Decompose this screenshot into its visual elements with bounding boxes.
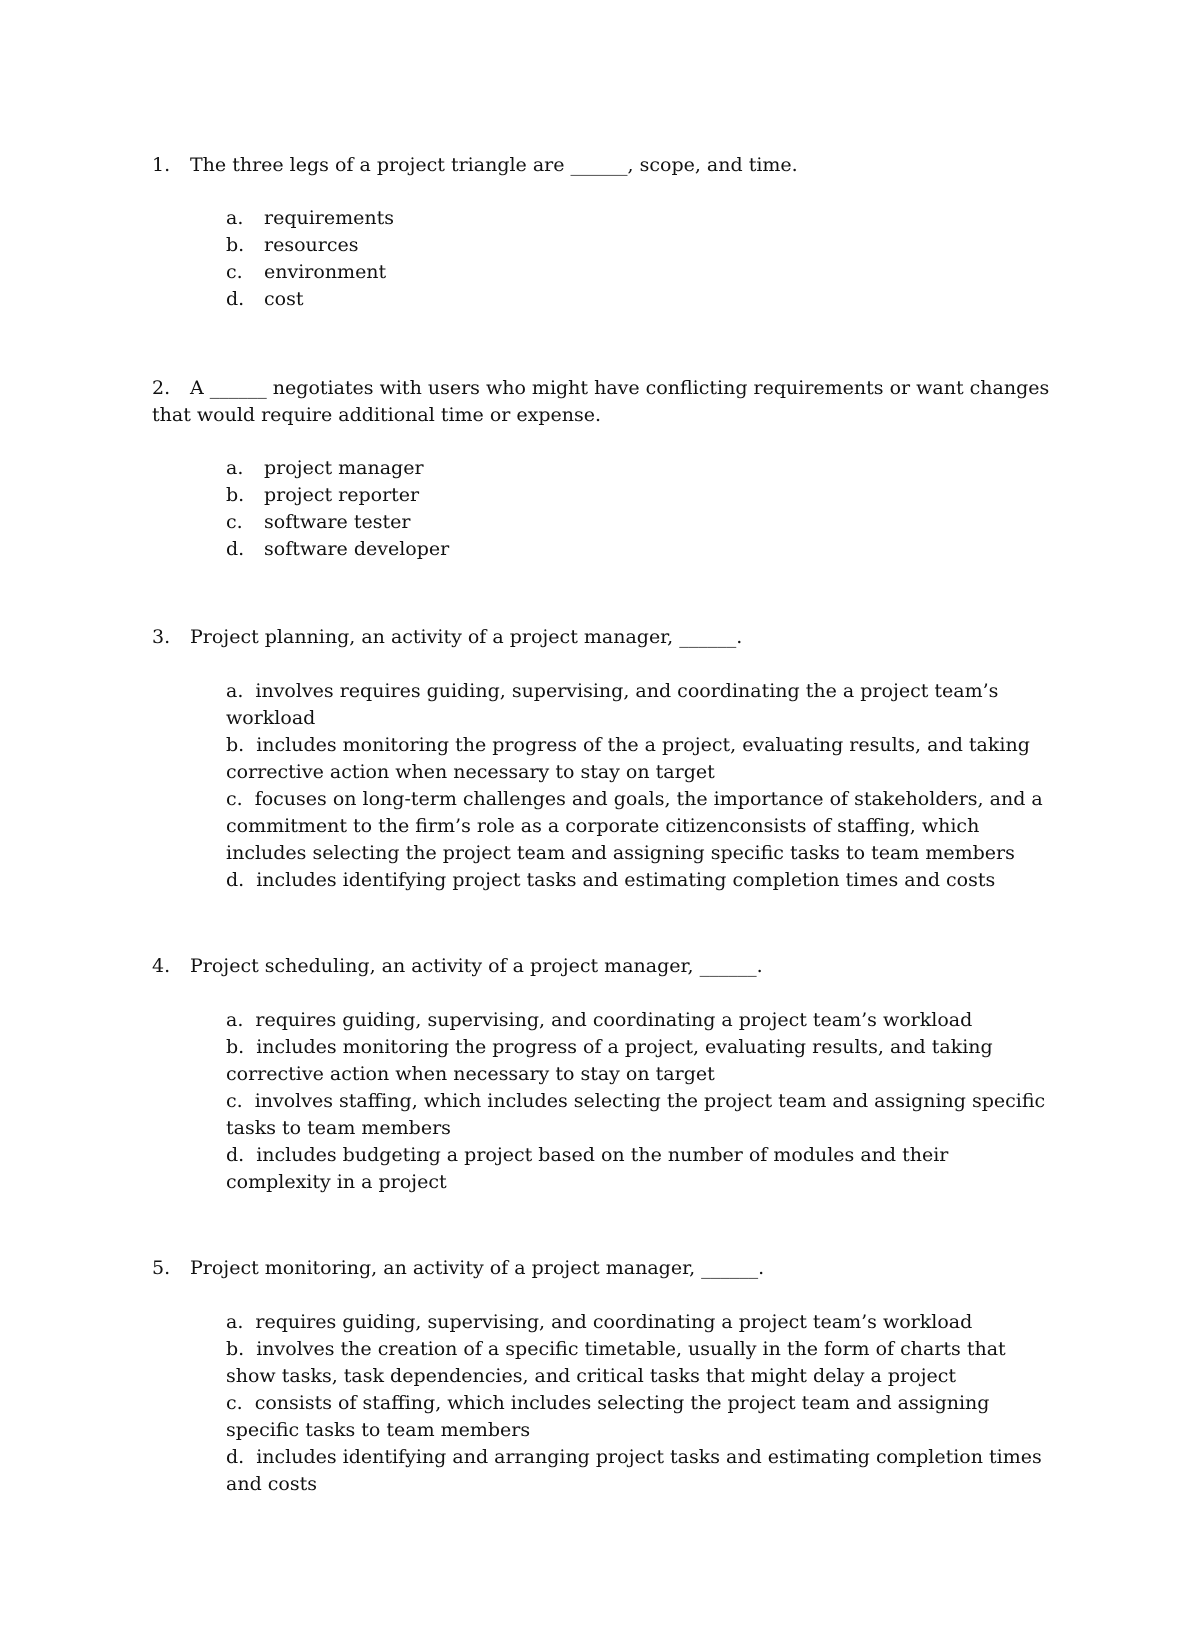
question-text: Project scheduling, an activity of a project manager, ______.	[190, 955, 763, 977]
answer-options	[226, 205, 1056, 313]
option-letter: d.	[226, 869, 245, 891]
option-letter: a.	[226, 1009, 244, 1031]
option-c	[226, 1390, 1056, 1444]
question-3	[152, 624, 1052, 891]
option-text: includes budgeting a project based on the number of modules and their complexity in a project	[226, 1144, 949, 1193]
option-a	[226, 205, 1056, 232]
option-letter: d.	[226, 1446, 245, 1468]
option-letter: a.	[226, 207, 244, 229]
question-4	[152, 953, 1052, 1193]
question-5	[152, 1255, 1052, 1495]
option-a	[226, 678, 1056, 732]
answer-options	[226, 1007, 1056, 1196]
option-a	[226, 1309, 1056, 1336]
option-c	[226, 259, 1056, 286]
option-b	[226, 482, 1056, 509]
option-text: cost	[264, 288, 304, 310]
option-c	[226, 509, 1056, 536]
option-c	[226, 786, 1056, 867]
option-letter: b.	[226, 1036, 245, 1058]
option-letter: b.	[226, 484, 245, 506]
answer-options	[226, 1309, 1056, 1498]
question-number: 4.	[152, 955, 171, 977]
question-stem	[152, 624, 1052, 651]
option-text: environment	[264, 261, 387, 283]
option-text: software developer	[264, 538, 450, 560]
question-text: Project planning, an activity of a project manager, ______.	[190, 626, 743, 648]
option-b	[226, 1336, 1056, 1390]
option-letter: c.	[226, 1090, 243, 1112]
option-letter: b.	[226, 734, 245, 756]
option-text: project reporter	[264, 484, 420, 506]
option-letter: b.	[226, 1338, 245, 1360]
question-stem	[152, 152, 1052, 179]
question-text: Project monitoring, an activity of a project manager, ______.	[190, 1257, 765, 1279]
option-letter: c.	[226, 511, 243, 533]
option-b	[226, 1034, 1056, 1088]
option-b	[226, 232, 1056, 259]
option-text: involves staffing, which includes selecting the project team and assigning specific tasks to team members	[226, 1090, 1046, 1139]
option-c	[226, 1088, 1056, 1142]
question-stem	[152, 375, 1052, 429]
option-letter: b.	[226, 234, 245, 256]
option-letter: d.	[226, 538, 245, 560]
option-letter: c.	[226, 261, 243, 283]
answer-options	[226, 455, 1056, 563]
option-letter: d.	[226, 1144, 245, 1166]
option-letter: a.	[226, 457, 244, 479]
question-stem	[152, 953, 1052, 980]
option-letter: c.	[226, 1392, 243, 1414]
option-text: involves requires guiding, supervising, and coordinating the a project team’s workload	[226, 680, 999, 729]
option-text: involves the creation of a specific timetable, usually in the form of charts that show tasks, task dependencies, and critical tasks that might delay a project	[226, 1338, 1006, 1387]
question-number: 5.	[152, 1257, 171, 1279]
option-text: includes monitoring the progress of the a project, evaluating results, and taking corrective action when necessary to stay on target	[226, 734, 1030, 783]
answer-options	[226, 678, 1056, 894]
question-number: 1.	[152, 154, 171, 176]
option-d	[226, 1444, 1056, 1498]
option-text: includes identifying and arranging project tasks and estimating completion times and costs	[226, 1446, 1042, 1495]
option-text: resources	[264, 234, 359, 256]
option-letter: a.	[226, 680, 244, 702]
option-b	[226, 732, 1056, 786]
option-text: requires guiding, supervising, and coordinating a project team’s workload	[255, 1009, 973, 1031]
option-d	[226, 536, 1056, 563]
question-2	[152, 375, 1052, 560]
question-text: A ______ negotiates with users who might have conflicting requirements or want changes that would require additional time or expense.	[152, 377, 1050, 426]
option-text: focuses on long-term challenges and goals, the importance of stakeholders, and a commitment to the firm’s role as a corporate citizenconsists of staffing, which includes selecting the project team and assigning specific tasks to team members	[226, 788, 1043, 864]
option-text: includes monitoring the progress of a project, evaluating results, and taking corrective action when necessary to stay on target	[226, 1036, 993, 1085]
option-a	[226, 1007, 1056, 1034]
question-1	[152, 152, 1052, 310]
question-number: 3.	[152, 626, 171, 648]
option-a	[226, 455, 1056, 482]
question-text: The three legs of a project triangle are ______, scope, and time.	[190, 154, 798, 176]
option-text: project manager	[264, 457, 424, 479]
question-number: 2.	[152, 377, 171, 399]
option-text: requires guiding, supervising, and coordinating a project team’s workload	[255, 1311, 973, 1333]
option-d	[226, 867, 1056, 894]
option-letter: d.	[226, 288, 245, 310]
option-text: software tester	[264, 511, 411, 533]
option-letter: c.	[226, 788, 243, 810]
option-text: requirements	[264, 207, 395, 229]
option-d	[226, 286, 1056, 313]
option-text: consists of staffing, which includes selecting the project team and assigning specific tasks to team members	[226, 1392, 990, 1441]
option-letter: a.	[226, 1311, 244, 1333]
question-stem	[152, 1255, 1052, 1282]
option-d	[226, 1142, 1056, 1196]
option-text: includes identifying project tasks and estimating completion times and costs	[256, 869, 996, 891]
